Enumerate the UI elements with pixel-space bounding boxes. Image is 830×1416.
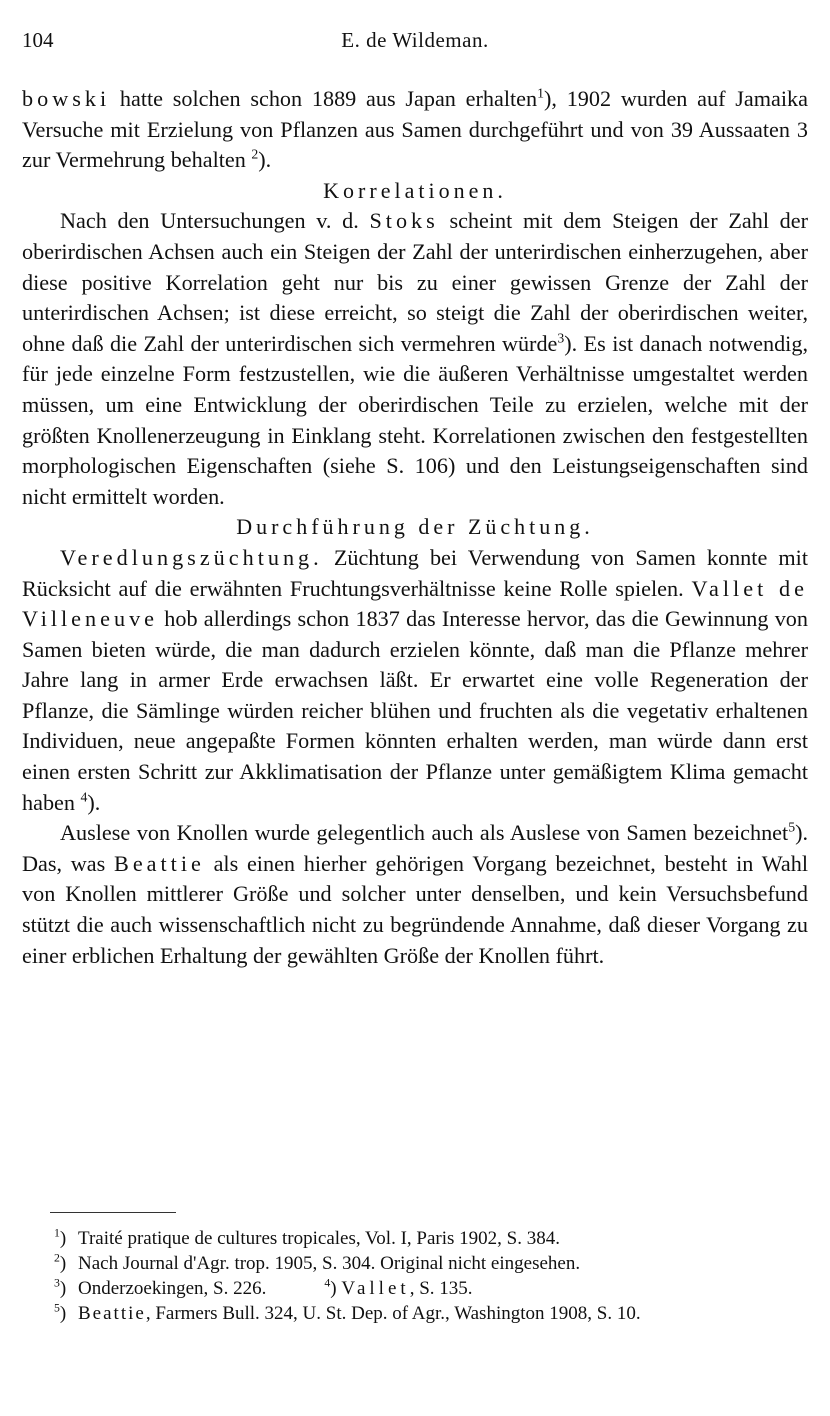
footnote-ref[interactable]: 3 xyxy=(557,330,565,346)
text-run: hob allerdings schon 1837 das Interesse hervor, das die Gewinnung von Samen bieten würde, die man dadurch erzielen könnte, daß man die Pflanze mehrer Jahre lang in armer Erde erwachsen läßt. Er erwartet eine volle Regeneration der Pflanze, die Sämlinge würden reicher blühen und fruchten als die vegetativ erhaltenen Individuen, neue angepaßte Formen könnten erhalten werden, man würde dann erst einen ersten Schritt zur Akklimatisation der Pflanze unter gemäßigtem Klima gemacht haben xyxy=(22,606,808,815)
footnote-mark: 2 xyxy=(54,1251,60,1265)
auslese-paragraph xyxy=(22,818,808,971)
spaced-name: bowski xyxy=(22,86,111,111)
text-run: ). Es ist danach notwendig, für jede einzelne Form festzustellen, wie die äußeren Verhältnisse umgestaltet werden müssen, um eine Entwicklung der oberirdischen Teile zu erzielen, welche mit der größten Knollenerzeugung in Einklang steht. Korrelationen zwischen den festgestellten morphologischen Eigenschaften (siehe S. 106) und den Leistungseigenschaften sind nicht ermittelt worden. xyxy=(22,330,808,509)
korrelationen-paragraph xyxy=(22,206,808,512)
text-run: scheint mit dem Steigen der Zahl der oberirdischen Achsen auch ein Steigen der Zahl der unterirdischen einherzugehen, aber diese positive Korrelation geht nur bis zu einer gewissen Grenze der Zahl der unterirdischen Achsen; ist diese erreicht, so steigt die Zahl der oberirdischen weiter, ohne daß die Zahl der unterirdischen sich vermehren würde xyxy=(22,208,808,356)
spaced-name: Stoks xyxy=(369,208,439,234)
footnote-mark: 1 xyxy=(54,1226,60,1240)
footnote-text: Traité pratique de cultures tropicales, Vol. I, Paris 1902, S. 384. xyxy=(78,1228,560,1249)
text-run: als einen hierher gehörigen Vorgang bezeichnet, besteht in Wahl von Knollen mittlerer Größe und solcher unter denselben, und kein Versuchsbefund stützt die auch wissenschaftlich nicht zu begründende Annahme, daß dieser Vorgang zu einer erblichen Erhaltung der gewählten Größe der Knollen führt. xyxy=(22,850,808,968)
footnote-ref[interactable]: 4 xyxy=(80,789,88,805)
footnote-5: $^5$) Beattie, Farmers Bull. 324, U. St. Dep. of Agr., Washington 1908, S. 10. xyxy=(54,1301,641,1324)
text-run: Auslese von Knollen wurde gelegentlich auch als Auslese von Samen bezeichnet xyxy=(60,820,789,846)
footnote-mark: 4 xyxy=(324,1276,331,1290)
footnote-text: , S. 135. xyxy=(409,1278,473,1299)
text-run: ). xyxy=(87,789,101,815)
running-author: E. de Wildeman. xyxy=(341,28,489,52)
text-run: ). xyxy=(258,147,272,173)
footnote-ref[interactable]: 5 xyxy=(788,819,796,835)
footnote-mark: 5 xyxy=(54,1301,60,1315)
veredlung-paragraph xyxy=(22,543,808,818)
spaced-name: Beattie xyxy=(78,1303,146,1324)
footnote-mark: 3 xyxy=(54,1276,60,1290)
intro-paragraph xyxy=(22,84,808,176)
footnote-ref[interactable]: 2 xyxy=(251,146,259,162)
footnote-1: $^1$) Traité pratique de cultures tropicales, Vol. I, Paris 1902, S. 384. xyxy=(54,1226,560,1249)
footnote-3-4: $^3$) Onderzoekingen, S. 226. $^4$) Vallet, S. 135. xyxy=(54,1276,473,1299)
footnote-divider xyxy=(50,1212,176,1213)
footnote-ref[interactable]: 1 xyxy=(537,85,544,101)
text-run: hatte solchen schon 1889 aus Japan erhalten xyxy=(110,86,538,111)
text-run: ). Das, was xyxy=(22,820,808,876)
page-number: 104 xyxy=(22,28,54,52)
text-run: Züchtung bei Verwendung von Samen konnte mit Rücksicht auf die erwähnten Fruchtungsverhältnisse keine Rolle spielen. xyxy=(22,544,808,601)
text-run: Nach den Untersuchungen v. d. xyxy=(60,208,370,234)
footnotes xyxy=(54,1226,794,1326)
main-text xyxy=(22,84,808,971)
spaced-name: Vallet xyxy=(341,1278,410,1299)
running-header xyxy=(22,28,808,58)
footnote-text: Onderzoekingen, S. 226. xyxy=(78,1278,267,1299)
spaced-name: Beattie xyxy=(114,850,205,876)
footnote-text: , Farmers Bull. 324, U. St. Dep. of Agr., Washington 1908, S. 10. xyxy=(145,1303,641,1324)
spaced-term: Veredlungszüchtung. xyxy=(60,544,323,570)
footnote-2: $^2$) Nach Journal d'Agr. trop. 1905, S. 304. Original nicht eingesehen. xyxy=(54,1251,581,1274)
spaced-name: Vallet de Villeneuve xyxy=(22,575,808,632)
section-heading-korrelationen: Korrelationen. xyxy=(323,177,507,203)
section-heading-durchfuehrung: Durchführung der Züchtung. xyxy=(236,514,594,540)
footnote-text: Nach Journal d'Agr. trop. 1905, S. 304. Original nicht eingesehen. xyxy=(78,1253,581,1274)
text-run: ), 1902 wurden auf Jamaika Versuche mit Erzielung von Pflanzen aus Samen durchgeführt und von 39 Aussaaten 3 zur Vermehrung behalten xyxy=(22,86,808,173)
